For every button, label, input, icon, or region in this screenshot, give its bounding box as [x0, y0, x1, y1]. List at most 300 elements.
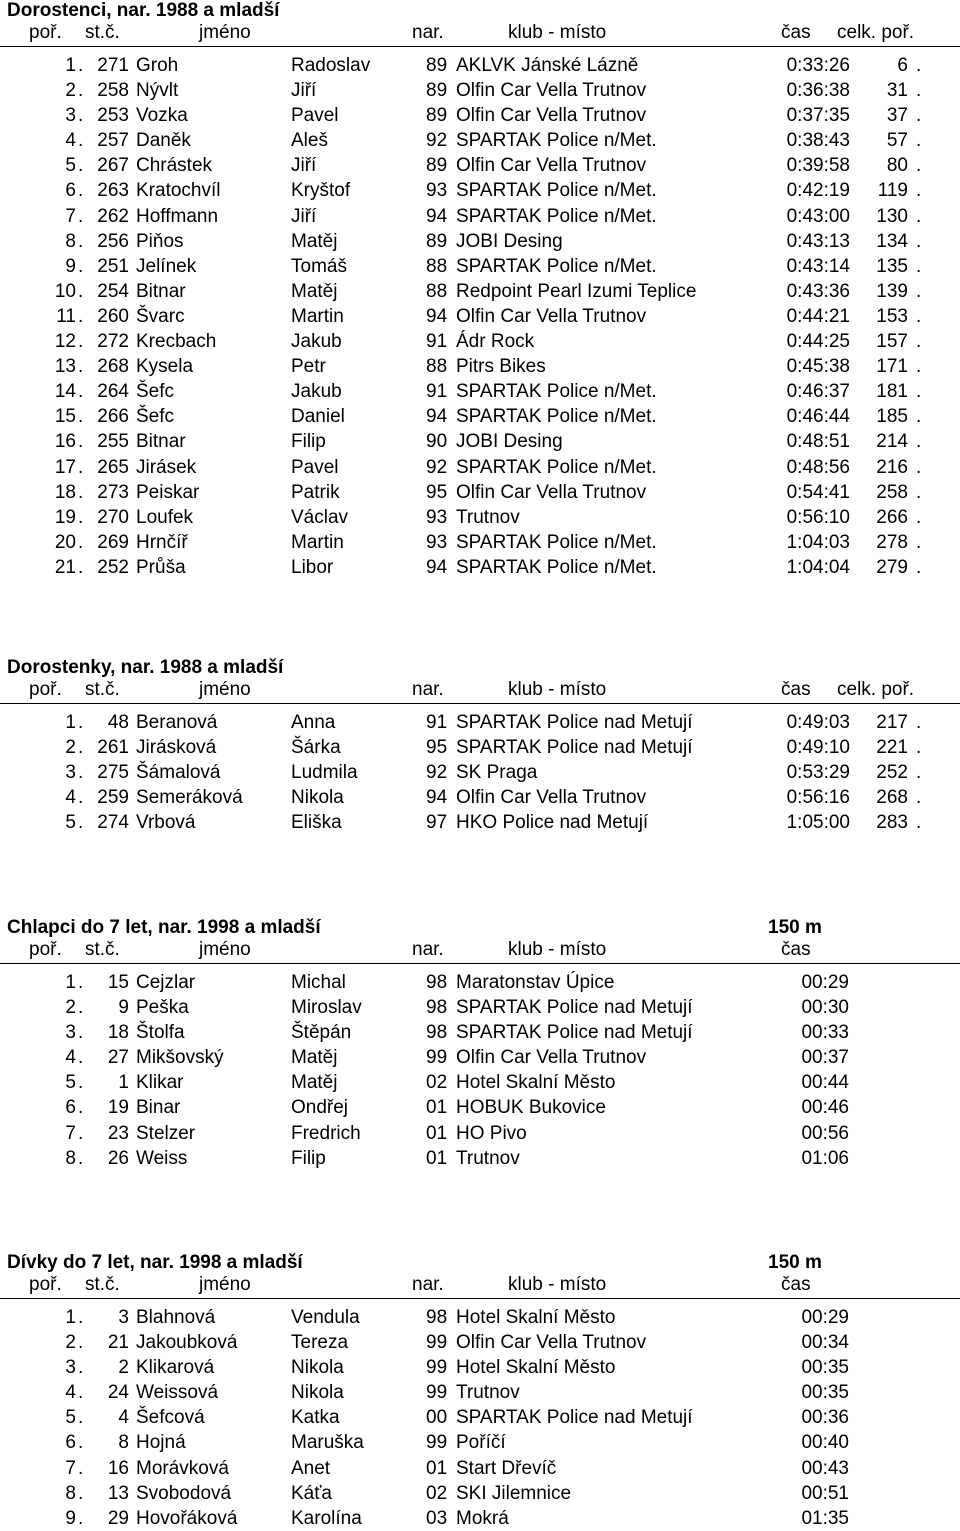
rank-cell: 4 — [65, 787, 76, 809]
table-row — [0, 1481, 960, 1506]
column-header-row — [0, 938, 960, 962]
club-cell: SKI Jilemnice — [456, 1482, 572, 1504]
overall-rank-cell: 258 — [876, 481, 908, 503]
rank-cell: 1 — [65, 972, 76, 993]
bib-cell: 8 — [118, 1432, 129, 1454]
table-row — [0, 735, 960, 760]
firstname-cell: Filip — [291, 431, 326, 453]
surname-cell: Hojná — [136, 1432, 186, 1454]
year-cell: 89 — [426, 155, 448, 177]
firstname-cell: Štěpán — [291, 1022, 352, 1044]
surname-cell: Kysela — [136, 356, 194, 378]
time-cell: 0:44:21 — [786, 305, 850, 327]
overall-rank-cell: 252 — [876, 762, 908, 784]
year-cell: 90 — [426, 431, 448, 453]
club-cell: JOBI Desing — [456, 431, 563, 453]
overall-rank-cell: 181 — [876, 381, 908, 403]
club-cell: SPARTAK Police n/Met. — [456, 381, 657, 403]
table-row — [0, 204, 960, 229]
time-cell: 00:43 — [801, 1457, 849, 1479]
year-cell: 92 — [426, 130, 448, 152]
header-overall: celk. poř. — [837, 679, 915, 700]
overall-rank-cell: 171 — [876, 356, 908, 378]
firstname-cell: Radoslav — [291, 55, 371, 76]
table-row — [0, 785, 960, 810]
rank-cell: 8 — [65, 1147, 76, 1169]
overall-dot: . — [916, 456, 922, 478]
firstname-cell: Tomáš — [291, 255, 347, 277]
overall-dot: . — [916, 130, 922, 152]
rank-cell: 1 — [65, 55, 76, 76]
rank-dot: . — [78, 80, 84, 102]
firstname-cell: Matěj — [291, 280, 338, 302]
time-cell: 00:33 — [801, 1022, 849, 1044]
results-table — [0, 53, 960, 580]
firstname-cell: Anna — [291, 712, 336, 733]
club-cell: SK Praga — [456, 762, 538, 784]
rank-dot: . — [78, 1332, 84, 1354]
bib-cell: 273 — [97, 481, 129, 503]
bib-cell: 264 — [97, 381, 129, 403]
overall-rank-cell: 268 — [876, 787, 908, 809]
rank-dot: . — [78, 1357, 84, 1379]
overall-dot: . — [916, 531, 922, 553]
bib-cell: 1 — [118, 1072, 129, 1094]
club-cell: Hotel Skalní Město — [456, 1072, 616, 1094]
rank-cell: 15 — [54, 406, 76, 428]
rank-dot: . — [78, 481, 84, 503]
bib-cell: 275 — [97, 762, 129, 784]
time-cell: 0:43:14 — [786, 255, 850, 277]
overall-dot: . — [916, 556, 922, 578]
firstname-cell: Petr — [291, 356, 326, 378]
surname-cell: Weiss — [136, 1147, 188, 1169]
year-cell: 02 — [426, 1482, 448, 1504]
club-cell: Olfin Car Vella Trutnov — [456, 787, 647, 809]
header-name: jméno — [199, 939, 251, 960]
time-cell: 00:40 — [801, 1432, 849, 1454]
surname-cell: Šefc — [136, 381, 175, 403]
club-cell: Pitrs Bikes — [456, 356, 546, 378]
firstname-cell: Michal — [291, 972, 346, 993]
firstname-cell: Patrik — [291, 481, 340, 503]
rank-cell: 5 — [65, 1407, 76, 1429]
time-cell: 00:35 — [801, 1357, 849, 1379]
year-cell: 99 — [426, 1332, 448, 1354]
club-cell: SPARTAK Police n/Met. — [456, 180, 657, 202]
header-name: jméno — [199, 679, 251, 700]
overall-dot: . — [916, 737, 922, 759]
rank-cell: 9 — [65, 1507, 76, 1529]
club-cell: Ádr Rock — [456, 331, 535, 353]
time-cell: 0:43:00 — [786, 205, 850, 227]
firstname-cell: Nikola — [291, 787, 344, 809]
bib-cell: 254 — [97, 280, 129, 302]
surname-cell: Štolfa — [136, 1022, 185, 1044]
table-row — [0, 1506, 960, 1531]
firstname-cell: Jiří — [291, 80, 317, 102]
rank-dot: . — [78, 812, 84, 834]
surname-cell: Piňos — [136, 230, 184, 252]
bib-cell: 21 — [107, 1332, 129, 1354]
header-name: jméno — [199, 1274, 251, 1295]
firstname-cell: Martin — [291, 305, 344, 327]
rank-cell: 8 — [65, 1482, 76, 1504]
firstname-cell: Jiří — [291, 155, 317, 177]
table-row — [0, 429, 960, 454]
bib-cell: 19 — [107, 1097, 129, 1119]
section-title: Dorostenci, nar. 1988 a mladší — [7, 0, 280, 21]
bib-cell: 268 — [97, 356, 129, 378]
club-cell: SPARTAK Police nad Metují — [456, 997, 693, 1019]
rank-cell: 4 — [65, 1382, 76, 1404]
year-cell: 98 — [426, 972, 448, 993]
table-row — [0, 379, 960, 404]
club-cell: Mokrá — [456, 1507, 509, 1529]
surname-cell: Svobodová — [136, 1482, 232, 1504]
rank-dot: . — [78, 155, 84, 177]
bib-cell: 265 — [97, 456, 129, 478]
overall-rank-cell: 221 — [876, 737, 908, 759]
surname-cell: Krecbach — [136, 331, 217, 353]
rank-dot: . — [78, 205, 84, 227]
bib-cell: 270 — [97, 506, 129, 528]
table-row — [0, 178, 960, 203]
rank-cell: 6 — [65, 1432, 76, 1454]
surname-cell: Mikšovský — [136, 1047, 224, 1069]
firstname-cell: Maruška — [291, 1432, 364, 1454]
header-club: klub - místo — [508, 939, 607, 960]
bib-cell: 269 — [97, 531, 129, 553]
year-cell: 97 — [426, 812, 448, 834]
bib-cell: 261 — [97, 737, 129, 759]
overall-rank-cell: 217 — [876, 712, 908, 733]
club-cell: SPARTAK Police n/Met. — [456, 456, 657, 478]
overall-dot: . — [916, 481, 922, 503]
table-row — [0, 404, 960, 429]
surname-cell: Jirásek — [136, 456, 197, 478]
header-rank: poř. — [29, 22, 62, 43]
surname-cell: Šefc — [136, 406, 175, 428]
bib-cell: 26 — [107, 1147, 129, 1169]
year-cell: 93 — [426, 531, 448, 553]
firstname-cell: Ondřej — [291, 1097, 349, 1119]
overall-dot: . — [916, 812, 922, 834]
surname-cell: Cejzlar — [136, 972, 196, 993]
rank-dot: . — [78, 130, 84, 152]
club-cell: Hotel Skalní Město — [456, 1307, 616, 1328]
surname-cell: Chrástek — [136, 155, 213, 177]
year-cell: 92 — [426, 762, 448, 784]
time-cell: 00:35 — [801, 1382, 849, 1404]
time-cell: 00:46 — [801, 1097, 849, 1119]
time-cell: 0:48:51 — [786, 431, 850, 453]
club-cell: SPARTAK Police nad Metují — [456, 1022, 693, 1044]
overall-dot: . — [916, 381, 922, 403]
overall-rank-cell: 266 — [876, 506, 908, 528]
rank-cell: 10 — [54, 280, 76, 302]
surname-cell: Weissová — [136, 1382, 219, 1404]
overall-dot: . — [916, 305, 922, 327]
time-cell: 1:04:04 — [786, 556, 850, 578]
table-row — [0, 78, 960, 103]
club-cell: Olfin Car Vella Trutnov — [456, 80, 647, 102]
overall-dot: . — [916, 155, 922, 177]
rank-dot: . — [78, 105, 84, 127]
surname-cell: Jelínek — [136, 255, 197, 277]
rank-dot: . — [78, 1507, 84, 1529]
firstname-cell: Miroslav — [291, 997, 362, 1019]
year-cell: 94 — [426, 205, 448, 227]
rank-cell: 2 — [65, 1332, 76, 1354]
rank-cell: 21 — [54, 556, 76, 578]
club-cell: SPARTAK Police n/Met. — [456, 205, 657, 227]
firstname-cell: Aleš — [291, 130, 328, 152]
rank-dot: . — [78, 1382, 84, 1404]
club-cell: JOBI Desing — [456, 230, 563, 252]
surname-cell: Daněk — [136, 130, 191, 152]
table-row — [0, 505, 960, 530]
overall-dot: . — [916, 331, 922, 353]
time-cell: 0:56:16 — [786, 787, 850, 809]
section-title: Dorostenky, nar. 1988 a mladší — [7, 657, 284, 678]
header-club: klub - místo — [508, 1274, 607, 1295]
year-cell: 93 — [426, 180, 448, 202]
firstname-cell: Eliška — [291, 812, 342, 834]
column-header-row — [0, 21, 960, 45]
rank-dot: . — [78, 1022, 84, 1044]
year-cell: 91 — [426, 712, 448, 733]
year-cell: 01 — [426, 1147, 448, 1169]
surname-cell: Peška — [136, 997, 189, 1019]
surname-cell: Šefcová — [136, 1407, 205, 1429]
bib-cell: 266 — [97, 406, 129, 428]
table-row — [0, 128, 960, 153]
rank-cell: 14 — [54, 381, 76, 403]
firstname-cell: Pavel — [291, 456, 339, 478]
rank-dot: . — [78, 762, 84, 784]
rank-cell: 1 — [65, 1307, 76, 1328]
year-cell: 98 — [426, 1307, 448, 1328]
overall-dot: . — [916, 55, 922, 76]
firstname-cell: Nikola — [291, 1357, 344, 1379]
club-cell: SPARTAK Police n/Met. — [456, 255, 657, 277]
overall-rank-cell: 80 — [886, 155, 908, 177]
bib-cell: 272 — [97, 331, 129, 353]
header-name: jméno — [199, 22, 251, 43]
rank-dot: . — [78, 230, 84, 252]
club-cell: Trutnov — [456, 506, 520, 528]
table-row — [0, 354, 960, 379]
surname-cell: Peiskar — [136, 481, 200, 503]
header-bib: st.č. — [85, 679, 120, 700]
table-row — [0, 279, 960, 304]
rank-cell: 8 — [65, 230, 76, 252]
club-cell: HO Pivo — [456, 1122, 527, 1144]
bib-cell: 16 — [107, 1457, 129, 1479]
bib-cell: 15 — [107, 972, 129, 993]
year-cell: 89 — [426, 80, 448, 102]
header-rank: poř. — [29, 679, 62, 700]
time-cell: 0:56:10 — [786, 506, 850, 528]
club-cell: Olfin Car Vella Trutnov — [456, 1047, 647, 1069]
surname-cell: Blahnová — [136, 1307, 216, 1328]
rank-cell: 13 — [54, 356, 76, 378]
header-divider — [0, 46, 960, 47]
year-cell: 01 — [426, 1097, 448, 1119]
table-row — [0, 810, 960, 835]
table-row — [0, 1121, 960, 1146]
surname-cell: Jirásková — [136, 737, 217, 759]
bib-cell: 262 — [97, 205, 129, 227]
rank-dot: . — [78, 255, 84, 277]
rank-cell: 3 — [65, 762, 76, 784]
header-rank: poř. — [29, 1274, 62, 1295]
results-table — [0, 710, 960, 835]
bib-cell: 13 — [107, 1482, 129, 1504]
year-cell: 94 — [426, 305, 448, 327]
time-cell: 0:45:38 — [786, 356, 850, 378]
club-cell: HKO Police nad Metují — [456, 812, 649, 834]
firstname-cell: Daniel — [291, 406, 345, 428]
table-row — [0, 970, 960, 995]
firstname-cell: Katka — [291, 1407, 340, 1429]
firstname-cell: Kryštof — [291, 180, 351, 202]
table-row — [0, 995, 960, 1020]
rank-dot: . — [78, 55, 84, 76]
table-row — [0, 329, 960, 354]
rank-cell: 7 — [65, 205, 76, 227]
header-time: čas — [781, 939, 811, 960]
bib-cell: 48 — [107, 712, 129, 733]
section-title: Dívky do 7 let, nar. 1998 a mladší — [7, 1252, 303, 1273]
bib-cell: 23 — [107, 1122, 129, 1144]
overall-rank-cell: 157 — [876, 331, 908, 353]
year-cell: 89 — [426, 230, 448, 252]
rank-cell: 4 — [65, 130, 76, 152]
firstname-cell: Fredrich — [291, 1122, 361, 1144]
overall-rank-cell: 130 — [876, 205, 908, 227]
time-cell: 0:44:25 — [786, 331, 850, 353]
bib-cell: 4 — [118, 1407, 129, 1429]
bib-cell: 27 — [107, 1047, 129, 1069]
club-cell: HOBUK Bukovice — [456, 1097, 606, 1119]
club-cell: Trutnov — [456, 1147, 520, 1169]
bib-cell: 260 — [97, 305, 129, 327]
rank-cell: 18 — [54, 481, 76, 503]
rank-dot: . — [78, 1122, 84, 1144]
rank-dot: . — [78, 1432, 84, 1454]
firstname-cell: Anet — [291, 1457, 331, 1479]
overall-dot: . — [916, 205, 922, 227]
rank-cell: 7 — [65, 1122, 76, 1144]
surname-cell: Klikarová — [136, 1357, 215, 1379]
time-cell: 0:49:03 — [786, 712, 850, 733]
results-table — [0, 970, 960, 1171]
bib-cell: 251 — [97, 255, 129, 277]
club-cell: Redpoint Pearl Izumi Teplice — [456, 280, 697, 302]
time-cell: 0:38:43 — [786, 130, 850, 152]
bib-cell: 255 — [97, 431, 129, 453]
header-overall: celk. poř. — [837, 22, 915, 43]
header-divider — [0, 1298, 960, 1299]
time-cell: 00:36 — [801, 1407, 849, 1429]
time-cell: 0:43:13 — [786, 230, 850, 252]
surname-cell: Bitnar — [136, 431, 186, 453]
firstname-cell: Nikola — [291, 1382, 344, 1404]
overall-dot: . — [916, 105, 922, 127]
firstname-cell: Jakub — [291, 331, 342, 353]
table-row — [0, 1070, 960, 1095]
surname-cell: Loufek — [136, 506, 194, 528]
surname-cell: Jakoubková — [136, 1332, 238, 1354]
rank-dot: . — [78, 737, 84, 759]
rank-cell: 3 — [65, 105, 76, 127]
rank-cell: 19 — [54, 506, 76, 528]
table-row — [0, 1095, 960, 1120]
bib-cell: 258 — [97, 80, 129, 102]
table-row — [0, 1456, 960, 1481]
surname-cell: Bitnar — [136, 280, 186, 302]
column-header-row — [0, 1273, 960, 1297]
table-row — [0, 1380, 960, 1405]
header-time: čas — [781, 22, 811, 43]
header-time: čas — [781, 1274, 811, 1295]
table-row — [0, 760, 960, 785]
rank-cell: 6 — [65, 180, 76, 202]
time-cell: 0:36:38 — [786, 80, 850, 102]
time-cell: 0:42:19 — [786, 180, 850, 202]
table-row — [0, 530, 960, 555]
surname-cell: Binar — [136, 1097, 181, 1119]
surname-cell: Nývlt — [136, 80, 179, 102]
table-row — [0, 229, 960, 254]
header-time: čas — [781, 679, 811, 700]
rank-dot: . — [78, 1047, 84, 1069]
header-rank: poř. — [29, 939, 62, 960]
firstname-cell: Šárka — [291, 737, 341, 759]
rank-dot: . — [78, 997, 84, 1019]
year-cell: 98 — [426, 997, 448, 1019]
surname-cell: Vozka — [136, 105, 188, 127]
rank-dot: . — [78, 972, 84, 993]
firstname-cell: Filip — [291, 1147, 326, 1169]
surname-cell: Vrbová — [136, 812, 196, 834]
overall-rank-cell: 57 — [886, 130, 908, 152]
table-row — [0, 1045, 960, 1070]
rank-dot: . — [78, 305, 84, 327]
header-club: klub - místo — [508, 679, 607, 700]
club-cell: Olfin Car Vella Trutnov — [456, 105, 647, 127]
overall-dot: . — [916, 712, 922, 733]
bib-cell: 274 — [97, 812, 129, 834]
header-year: nar. — [412, 939, 444, 960]
bib-cell: 271 — [97, 55, 129, 76]
club-cell: SPARTAK Police nad Metují — [456, 1407, 693, 1429]
rank-cell: 5 — [65, 1072, 76, 1094]
year-cell: 92 — [426, 456, 448, 478]
rank-cell: 2 — [65, 997, 76, 1019]
time-cell: 00:56 — [801, 1122, 849, 1144]
club-cell: SPARTAK Police nad Metují — [456, 712, 693, 733]
time-cell: 00:29 — [801, 1307, 849, 1328]
rank-dot: . — [78, 406, 84, 428]
time-cell: 00:29 — [801, 972, 849, 993]
year-cell: 94 — [426, 787, 448, 809]
rank-dot: . — [78, 1097, 84, 1119]
firstname-cell: Jakub — [291, 381, 342, 403]
time-cell: 0:43:36 — [786, 280, 850, 302]
